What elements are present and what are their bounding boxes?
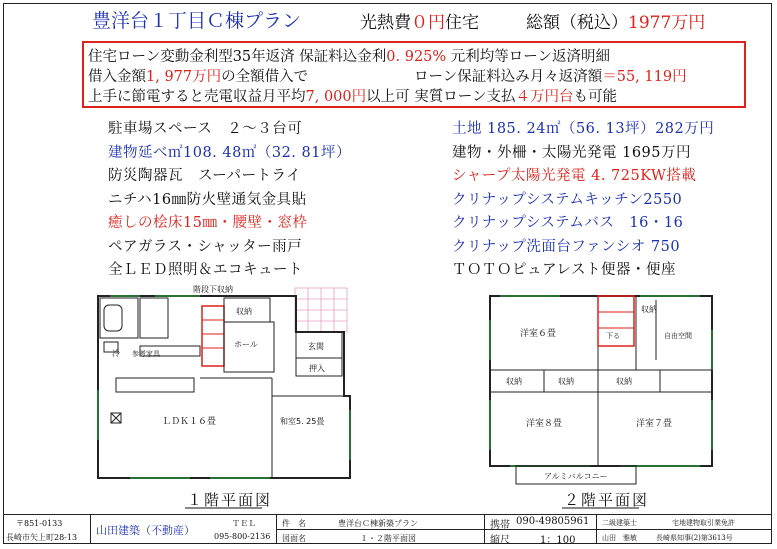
feature-left-5: 癒しの桧床15㎜・腰壁・窓枠: [108, 215, 308, 231]
storage-2f-3-label: 収納: [558, 377, 574, 386]
mobile-label: 携帯: [490, 520, 510, 531]
loan-line-1-tail: 元利均等ローン返済明細: [446, 49, 611, 65]
energy-zero: ０円: [411, 13, 445, 33]
plan-2f-title: ２階平面図: [564, 491, 650, 509]
entrance-label: 玄関: [308, 342, 324, 351]
scale-label: 縮尺: [490, 535, 510, 546]
feature-left-1: 駐車場スペース ２～３台可: [108, 121, 303, 137]
license-architect-label: 二級建築士: [602, 519, 637, 527]
closet-label: 押入: [309, 364, 325, 373]
feature-right-3: シャープ太陽光発電 4. 725KW搭載: [452, 168, 697, 184]
feature-right-4: クリナップシステムキッチン2550: [452, 191, 683, 208]
stairs-down-label: 下る: [606, 332, 620, 340]
fridge-label: 冷: [112, 349, 120, 358]
item-label: 件 名: [282, 519, 306, 528]
monthly-value: ＝55, 119円: [602, 69, 687, 85]
tel-label: ＴＥＬ: [232, 519, 256, 528]
license-realestate-label: 宅地建物取引業免許: [672, 519, 735, 527]
stair-storage-label: 階段下収納: [193, 285, 233, 294]
room-7jo-label: 洋室７畳: [636, 419, 673, 429]
free-space-label: 自由空間: [664, 332, 692, 340]
feature-right-7: ＴＯＴＯピュアレスト便器・便座: [452, 262, 676, 278]
total-label: 総額（税込）: [526, 13, 628, 33]
net-payment: ４万円台: [515, 89, 574, 105]
hall-label: ホール: [234, 340, 258, 349]
plan-title: 豊洋台１丁目Ｃ棟プラン: [92, 10, 302, 32]
mobile-number: 090-49805961: [516, 516, 590, 527]
net-payment-tail: も可能: [573, 89, 617, 105]
item-value: 豊洋台Ｃ棟新築プラン: [338, 519, 418, 528]
monthly-label: ローン保証料込み月々返済額: [414, 69, 603, 85]
storage-2f-1-label: 収納: [641, 305, 657, 314]
feature-left-7: 全ＬＥＤ照明＆エコキュート: [108, 262, 303, 278]
feature-right-1: 土地 185. 24㎡（56. 13坪）282万円: [452, 121, 715, 137]
feature-left-6: ペアガラス・シャッター雨戸: [108, 238, 303, 255]
balcony-label: アルミバルコニー: [544, 472, 608, 481]
solar-income: 7, 000円: [305, 89, 367, 105]
room-8jo-label: 洋室８畳: [526, 419, 563, 429]
feature-right-5: クリナップシステムバス 16・16: [452, 215, 684, 231]
license-realestate-value: 長崎県知事(2)第3613号: [656, 534, 733, 542]
deck-grid: [295, 288, 347, 332]
license-architect-name: 山田 雅敏: [602, 534, 637, 542]
plan-2f: [490, 296, 712, 484]
loan-rate: 0. 925%: [386, 49, 447, 65]
company-name: 山田建築（不動産）: [96, 524, 195, 537]
plan-1f: [98, 288, 350, 478]
loan-amount-tail: の全額借入で: [221, 69, 309, 85]
plan-1f-title: １階平面図: [187, 491, 273, 509]
room-6jo-label: 洋室６畳: [520, 329, 557, 339]
total-value: 1977万円: [628, 13, 706, 33]
storage-label: 収納: [236, 307, 252, 316]
ldk-label: ＬＤＫ１６畳: [162, 417, 217, 427]
feature-left-4: ニチハ16㎜防火壁通気金具貼: [108, 191, 307, 208]
solar-income-label: 上手に節電すると売電収益月平均: [88, 89, 306, 105]
tel-number: 095-800-2136: [214, 532, 271, 541]
energy-suffix: 住宅: [445, 13, 479, 33]
feature-left-3: 防災陶器瓦 スーパートライ: [108, 168, 302, 184]
drawing-value: １・２階平面図: [360, 534, 416, 543]
furniture-label: 参考家具: [132, 350, 160, 358]
washitsu-label: 和室5. 25畳: [280, 417, 325, 426]
feature-left-2: 建物延べ㎡108. 48㎡（32. 81坪）: [108, 144, 351, 161]
loan-amount-label: 借入金額: [88, 69, 146, 85]
storage-2f-2-label: 収納: [506, 377, 522, 386]
scale-value: 1：100: [540, 535, 576, 546]
loan-amount: 1, 977万円: [146, 69, 222, 85]
drawing-label: 図面名: [282, 534, 306, 543]
loan-line-1-text: 住宅ローン変動金利型35年返済 保証料込金利: [88, 49, 387, 65]
feature-right-2: 建物・外柵・太陽光発電 1695万円: [452, 144, 692, 161]
feature-right-6: クリナップ洗面台ファンシオ 750: [452, 238, 681, 255]
energy-prefix: 光熱費: [360, 13, 411, 33]
net-payment-label: 以上可 実質ローン支払: [366, 89, 516, 105]
storage-2f-4-label: 収納: [616, 377, 632, 386]
address: 長崎市矢上町28-13: [6, 533, 78, 542]
postal-code: 〒851-0133: [16, 519, 63, 528]
